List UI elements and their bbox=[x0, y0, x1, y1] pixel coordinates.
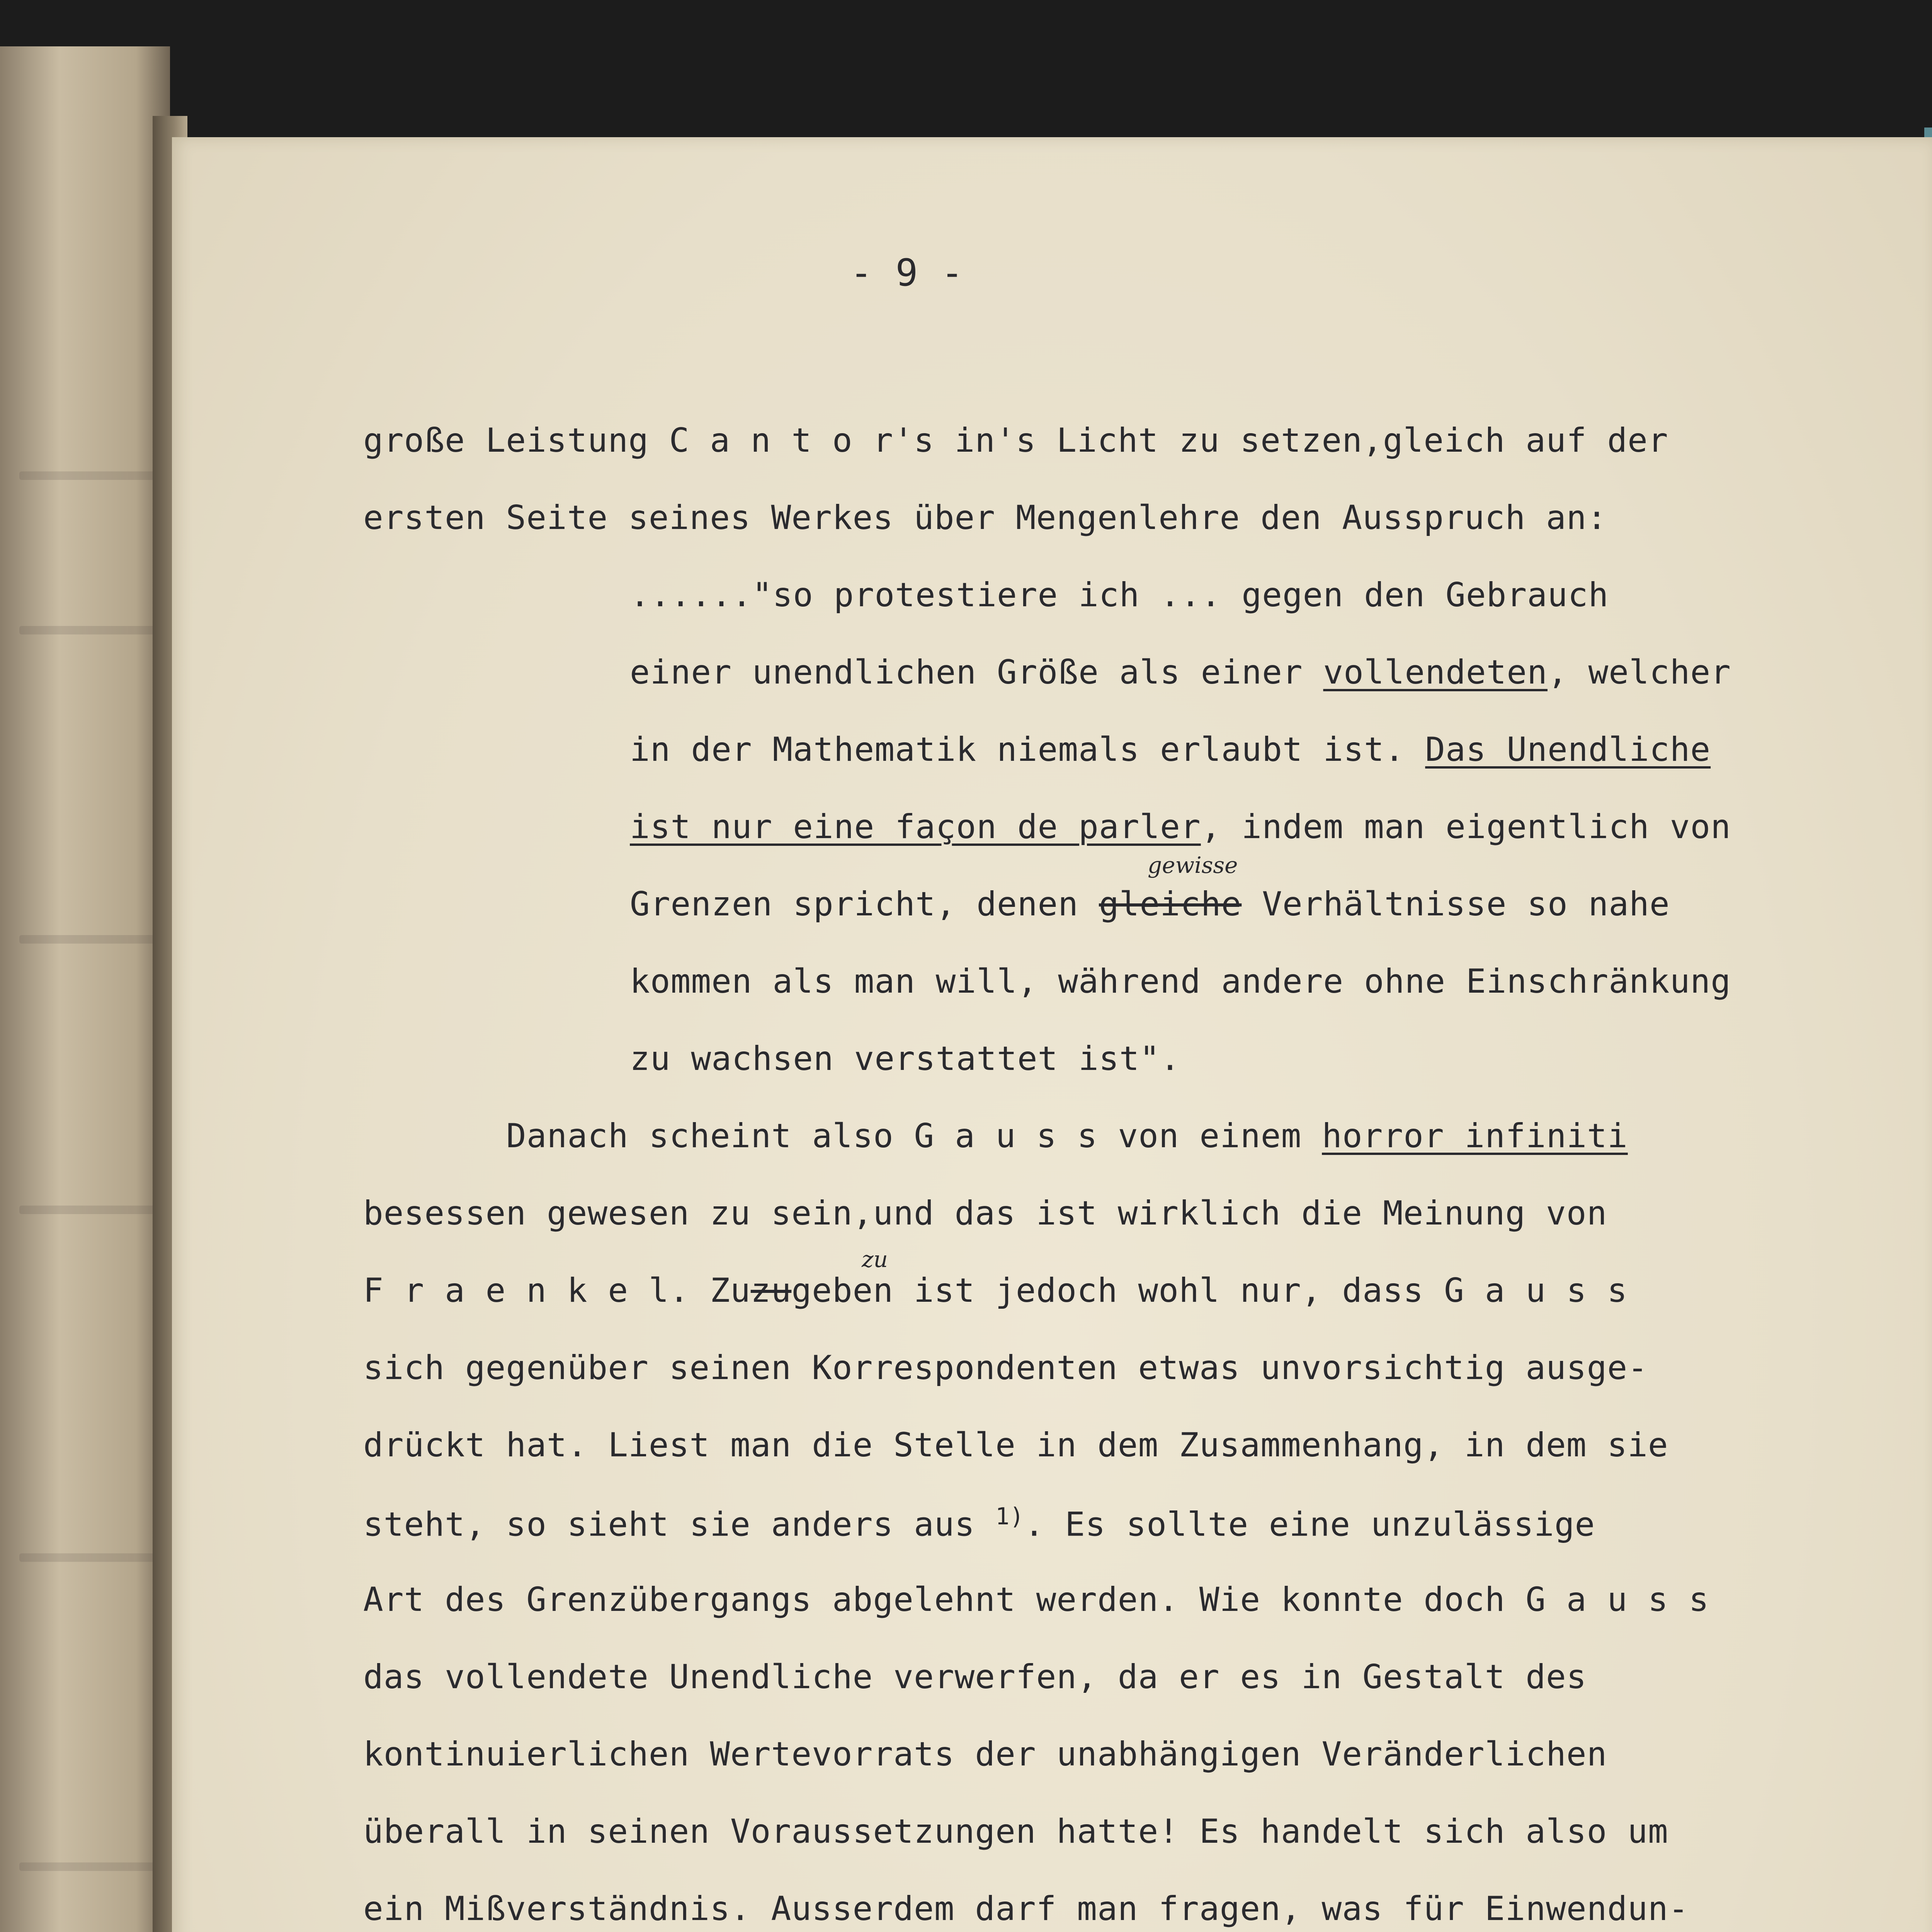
spaced-name: G a u s s bbox=[1444, 1271, 1628, 1310]
spaced-name: G a u s s bbox=[1526, 1580, 1709, 1619]
text-line bbox=[363, 1426, 1668, 1464]
handwritten-correction: gewisse bbox=[1148, 852, 1238, 878]
text-line bbox=[363, 1812, 1668, 1851]
text-line bbox=[363, 1503, 1595, 1544]
text-line bbox=[363, 421, 1668, 460]
text-line bbox=[630, 962, 1731, 1001]
bleed-mark bbox=[19, 626, 158, 634]
text-run: Danach scheint also bbox=[506, 1117, 914, 1155]
text-line bbox=[630, 576, 1609, 614]
text-line bbox=[363, 1658, 1587, 1696]
handwritten-correction: zu bbox=[862, 1246, 888, 1272]
text-run: , welcher bbox=[1547, 653, 1731, 692]
text-line bbox=[630, 885, 1670, 923]
page-number: - 9 - bbox=[850, 251, 964, 294]
text-run: Verhältnisse so nahe bbox=[1242, 885, 1670, 923]
text-run: überall in seinen Voraussetzungen hatte! Es handelt sich also um bbox=[363, 1812, 1668, 1851]
underlined-text: Das Unendliche bbox=[1425, 730, 1711, 769]
spaced-name: C a n t o r bbox=[669, 421, 894, 460]
underlined-text: horror infiniti bbox=[1322, 1117, 1628, 1155]
text-line bbox=[363, 1271, 1628, 1310]
text-line bbox=[363, 1735, 1607, 1774]
bleed-mark bbox=[19, 471, 158, 480]
text-run: das vollendete Unendliche verwerfen, da er es in Gestalt des bbox=[363, 1658, 1587, 1696]
underlined-text: vollendeten bbox=[1323, 653, 1548, 692]
text-run: in der Mathematik niemals erlaubt ist. bbox=[630, 730, 1425, 769]
text-run: von einem bbox=[1097, 1117, 1322, 1155]
text-run: steht, so sieht sie anders aus bbox=[363, 1505, 996, 1544]
text-run: . Zu bbox=[669, 1271, 751, 1310]
text-run: ein Mißverständnis. Ausserdem darf man fragen, was für Einwendun- bbox=[363, 1889, 1689, 1928]
text-run: geben ist jedoch wohl nur, dass bbox=[791, 1271, 1444, 1310]
text-line bbox=[630, 808, 1731, 846]
text-line bbox=[363, 1889, 1689, 1928]
text-run: drückt hat. Liest man die Stelle in dem Zusammenhang, in dem sie bbox=[363, 1426, 1668, 1464]
text-line bbox=[630, 730, 1711, 769]
text-run: kontinuierlichen Wertevorrats der unabhängigen Veränderlichen bbox=[363, 1735, 1607, 1774]
text-line bbox=[630, 653, 1731, 692]
text-run: kommen als man will, während andere ohne Einschränkung bbox=[630, 962, 1731, 1001]
text-line bbox=[506, 1117, 1628, 1155]
text-run: , indem man eigentlich von bbox=[1201, 808, 1731, 846]
bleed-mark bbox=[19, 1206, 158, 1214]
footnote-marker: 1) bbox=[995, 1503, 1024, 1530]
bleed-mark bbox=[19, 935, 158, 944]
text-line bbox=[363, 1349, 1648, 1387]
text-run: 's in's Licht zu setzen,gleich auf der bbox=[893, 421, 1668, 460]
text-run: sich gegenüber seinen Korrespondenten etwas unvorsichtig ausge- bbox=[363, 1349, 1648, 1387]
text-run: ersten Seite seines Werkes über Mengenlehre den Ausspruch an: bbox=[363, 498, 1607, 537]
struck-text: zu bbox=[750, 1271, 792, 1310]
spaced-name: F r a e n k e l bbox=[363, 1271, 669, 1310]
struck-text: gleiche bbox=[1099, 885, 1242, 923]
spaced-name: G a u s s bbox=[914, 1117, 1098, 1155]
text-line bbox=[630, 1039, 1180, 1078]
text-line bbox=[363, 498, 1607, 537]
text-run: Grenzen spricht, denen bbox=[630, 885, 1099, 923]
text-run: große Leistung bbox=[363, 421, 669, 460]
underlined-text: ist nur eine façon de parler bbox=[630, 808, 1201, 846]
text-run: einer unendlichen Größe als einer bbox=[630, 653, 1323, 692]
text-run: besessen gewesen zu sein,und das ist wirklich die Meinung von bbox=[363, 1194, 1607, 1233]
text-line bbox=[363, 1194, 1607, 1233]
text-run: Art des Grenzübergangs abgelehnt werden. Wie konnte doch bbox=[363, 1580, 1526, 1619]
left-page-edge bbox=[0, 46, 170, 1932]
text-line bbox=[363, 1580, 1709, 1619]
text-run: zu wachsen verstattet ist". bbox=[630, 1039, 1180, 1078]
bleed-mark bbox=[19, 1553, 158, 1562]
text-run: ......"so protestiere ich ... gegen den Gebrauch bbox=[630, 576, 1609, 614]
text-run: . Es sollte eine unzulässige bbox=[1024, 1505, 1595, 1544]
bleed-mark bbox=[19, 1862, 158, 1871]
